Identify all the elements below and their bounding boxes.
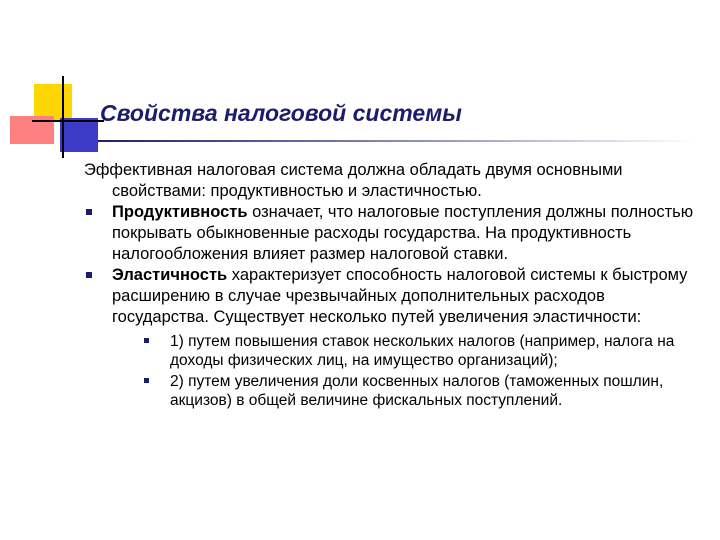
elasticity-description: характеризует способность налоговой системы к быстрому расширению в случае чрезвычайных дополнительных расходов государства. Существует несколько путей увеличения эластичности: [112,266,688,326]
ornament-vertical-line [62,76,64,158]
elasticity-ways-list [112,332,704,410]
list-item-elasticity [84,265,704,410]
square-bullet-icon [86,209,92,215]
way-1-text: 1) путем повышения ставок нескольких налогов (например, налога на доходы физических лиц, на имущество организаций); [170,333,675,369]
slide-body [84,160,704,412]
square-bullet-icon [86,272,92,278]
square-bullet-icon [144,338,149,343]
list-item-way-1 [144,332,704,370]
term-productivity: Продуктивность [112,203,248,221]
square-bullet-icon [144,378,149,383]
list-item-way-2 [144,372,704,410]
slide-title: Свойства налоговой системы [100,100,462,126]
property-list [84,202,704,410]
intro-paragraph: Эффективная налоговая система должна обладать двумя основными свойствами: продуктивностью и эластичностью. [84,161,623,200]
ornament-horizontal-line [32,120,104,122]
way-2-text: 2) путем увеличения доли косвенных налогов (таможенных пошлин, акцизов) в общей величине фискальных поступлений. [170,373,664,409]
ornament-blue-square [60,118,98,152]
list-item-productivity [84,202,704,265]
term-elasticity: Эластичность [112,266,228,284]
title-divider [98,140,698,142]
productivity-description: означает, что налоговые поступления должны полностью покрывать обыкновенные расходы государства. На продуктивность налогообложения влияет размер налоговой ставки. [112,203,694,263]
